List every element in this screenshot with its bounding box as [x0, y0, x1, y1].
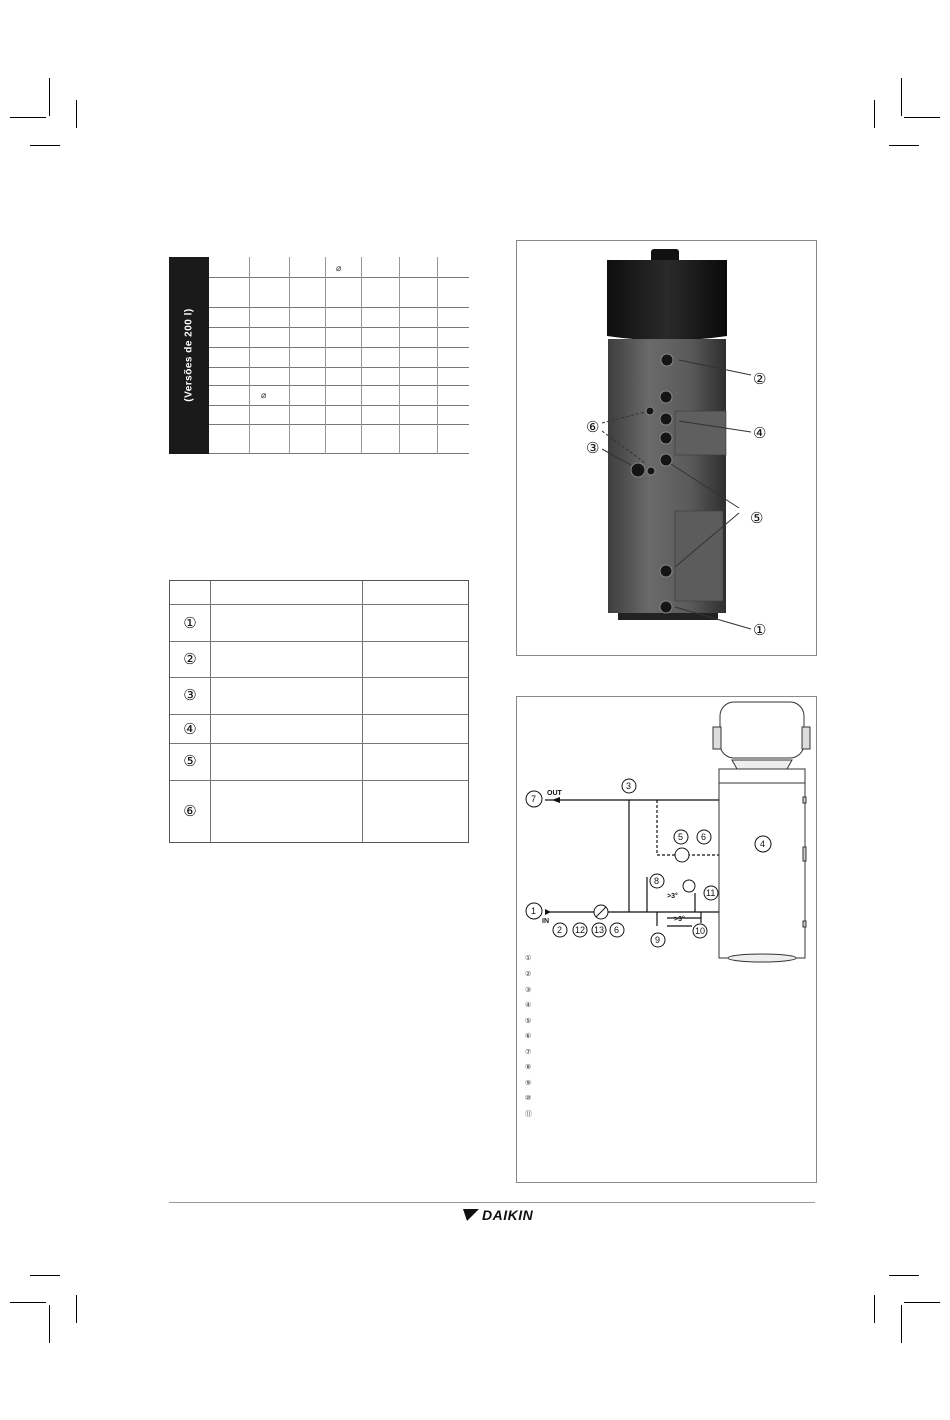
row-number: ④ — [183, 721, 197, 738]
callout: ② — [753, 371, 767, 388]
row-line — [170, 714, 468, 715]
crop-mark — [889, 1275, 919, 1276]
crop-mark — [10, 117, 46, 118]
brand-name: DAIKIN — [482, 1207, 534, 1223]
callout: ④ — [753, 425, 767, 442]
crop-mark — [889, 145, 919, 146]
callout-number: 13 — [594, 925, 605, 935]
legend-item: ⑤ — [525, 1018, 532, 1025]
spec-table-grid — [209, 257, 469, 454]
heat-pump-photo — [517, 241, 816, 655]
callout-number: 4 — [760, 839, 766, 849]
callout-number: 9 — [655, 935, 661, 945]
callout-number: 1 — [531, 906, 537, 916]
out-label: OUT — [547, 790, 562, 797]
spec-table-band — [169, 257, 209, 454]
row-line — [209, 367, 469, 368]
col-line — [210, 581, 211, 842]
row-number: ② — [183, 651, 197, 668]
callout: ③ — [586, 440, 600, 457]
crop-mark — [904, 117, 940, 118]
row-line — [170, 677, 468, 678]
col-line — [249, 257, 250, 454]
crop-mark — [30, 1275, 60, 1276]
row-line — [209, 327, 469, 328]
crop-mark — [76, 1295, 77, 1323]
row-line — [209, 424, 469, 425]
daikin-logo-icon — [463, 1209, 479, 1221]
unit-photo-frame — [516, 240, 817, 656]
legend-item: ⑦ — [525, 1049, 532, 1056]
brand-logo — [463, 1207, 533, 1223]
legend-item: ④ — [525, 1002, 532, 1009]
angle-label: >3° — [674, 916, 685, 923]
callout-number: 11 — [706, 888, 716, 898]
crop-mark — [49, 78, 50, 116]
col-line — [289, 257, 290, 454]
row-line — [209, 277, 469, 278]
legend-item: ⑥ — [525, 1033, 532, 1040]
row-line — [170, 743, 468, 744]
legend-item: ⑧ — [525, 1064, 532, 1071]
callout: ⑥ — [586, 419, 600, 436]
callout-number: 12 — [575, 925, 586, 935]
callout: ⑤ — [750, 510, 764, 527]
row-line — [170, 641, 468, 642]
row-line — [209, 347, 469, 348]
row-number: ① — [183, 615, 197, 632]
legend-item: ① — [525, 955, 532, 962]
callout-number: 6 — [701, 832, 707, 842]
row-number: ⑥ — [183, 803, 197, 820]
callout-number: 10 — [695, 926, 706, 936]
legend-item: ⑪ — [525, 1111, 532, 1118]
callout-number: 7 — [531, 794, 537, 804]
row-line — [209, 405, 469, 406]
callout-number: 5 — [678, 832, 684, 842]
callout-number: 2 — [557, 925, 563, 935]
crop-mark — [904, 1302, 940, 1303]
callout-number: 3 — [626, 781, 632, 791]
row-line — [209, 385, 469, 386]
footer-rule — [169, 1202, 815, 1203]
band-label: (Versões de 200 l) — [183, 308, 195, 402]
crop-mark — [10, 1302, 46, 1303]
crop-mark — [901, 1305, 902, 1343]
in-label: IN — [542, 918, 549, 925]
spec-table — [169, 257, 469, 454]
row-line — [170, 604, 468, 605]
crop-mark — [901, 78, 902, 116]
connections-table — [169, 580, 469, 843]
crop-mark — [49, 1305, 50, 1343]
col-line — [325, 257, 326, 454]
callout-number: 6 — [614, 925, 620, 935]
schematic-frame — [516, 696, 817, 1183]
crop-mark — [874, 1295, 875, 1323]
row-line — [170, 780, 468, 781]
row-number: ⑤ — [183, 753, 197, 770]
col-line — [361, 257, 362, 454]
legend-item: ⑩ — [525, 1095, 532, 1102]
callout-number: 8 — [654, 876, 660, 886]
hydraulic-schematic — [517, 697, 816, 1182]
legend-item: ⑨ — [525, 1080, 532, 1087]
callout: ① — [753, 622, 767, 639]
row-line — [209, 453, 469, 454]
row-line — [209, 307, 469, 308]
col-line — [362, 581, 363, 842]
crop-mark — [30, 145, 60, 146]
col-line — [399, 257, 400, 454]
angle-label: >3° — [667, 893, 678, 900]
diameter-symbol: ⌀ — [261, 390, 267, 400]
diameter-symbol: ⌀ — [336, 263, 342, 273]
row-number: ③ — [183, 687, 197, 704]
legend-item: ③ — [525, 987, 532, 994]
crop-mark — [76, 100, 77, 128]
col-line — [437, 257, 438, 454]
legend-item: ② — [525, 971, 532, 978]
crop-mark — [874, 100, 875, 128]
